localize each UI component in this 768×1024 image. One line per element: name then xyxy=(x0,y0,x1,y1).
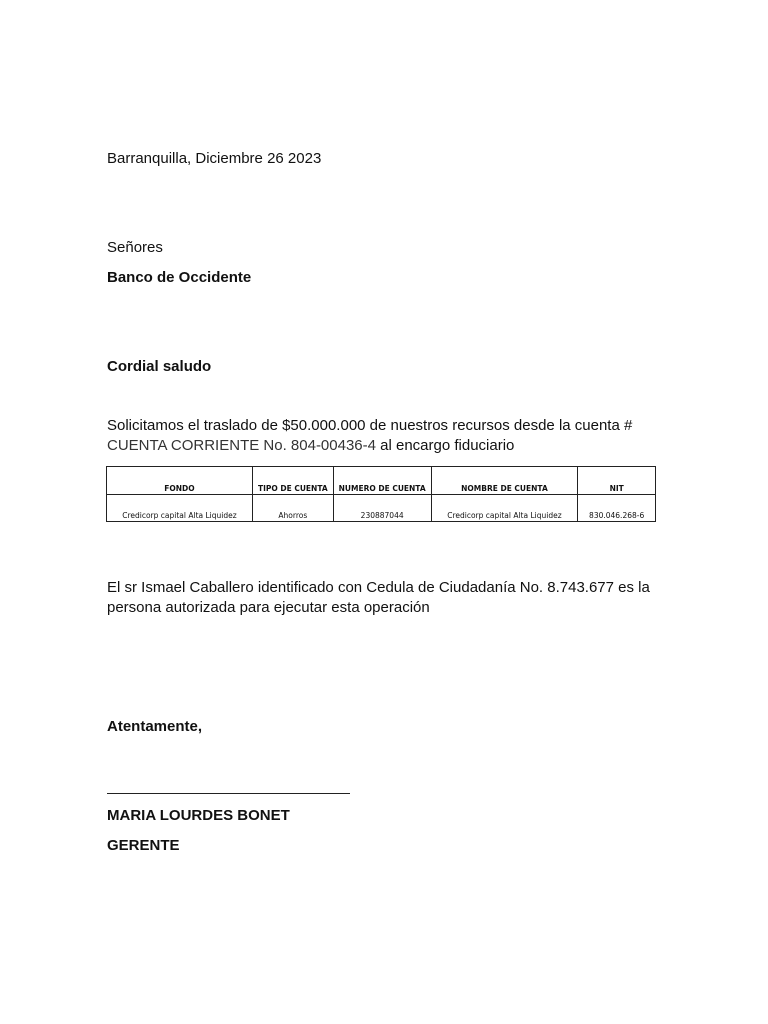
cell-numero-de-cuenta: 230887044 xyxy=(333,495,431,522)
header-tipo-de-cuenta: TIPO DE CUENTA xyxy=(252,467,333,495)
request-line-2-suffix: al encargo fiduciario xyxy=(375,437,515,454)
header-nombre-de-cuenta: NOMBRE DE CUENTA xyxy=(431,467,578,495)
authorization-line-2: persona autorizada para ejecutar esta operación xyxy=(107,599,430,616)
table-header-row xyxy=(107,467,656,495)
account-reference: CUENTA CORRIENTE No. 804-00436-4 xyxy=(107,437,376,454)
header-nit: NIT xyxy=(578,467,656,495)
header-fondo: FONDO xyxy=(107,467,253,495)
table-row xyxy=(107,495,656,522)
greeting: Cordial saludo xyxy=(107,358,212,375)
recipient-salutation: Señores xyxy=(107,239,163,256)
request-line-1: Solicitamos el traslado de $50.000.000 de nuestros recursos desde la cuenta # xyxy=(107,417,633,434)
transfer-table xyxy=(106,466,656,522)
header-numero-de-cuenta: NUMERO DE CUENTA xyxy=(333,467,431,495)
recipient-bank: Banco de Occidente xyxy=(107,269,252,286)
signer-name: MARIA LOURDES BONET xyxy=(107,807,290,824)
signature-line xyxy=(107,793,350,794)
cell-tipo-de-cuenta: Ahorros xyxy=(252,495,333,522)
date-line: Barranquilla, Diciembre 26 2023 xyxy=(107,150,322,167)
cell-nit: 830.046.268-6 xyxy=(578,495,656,522)
cell-fondo: Credicorp capital Alta Liquidez xyxy=(107,495,253,522)
request-line-2 xyxy=(107,436,514,456)
closing: Atentamente, xyxy=(107,718,203,735)
signer-title: GERENTE xyxy=(107,837,180,854)
cell-nombre-de-cuenta: Credicorp capital Alta Liquidez xyxy=(431,495,578,522)
authorization-line-1: El sr Ismael Caballero identificado con Cedula de Ciudadanía No. 8.743.677 es la xyxy=(107,579,650,596)
